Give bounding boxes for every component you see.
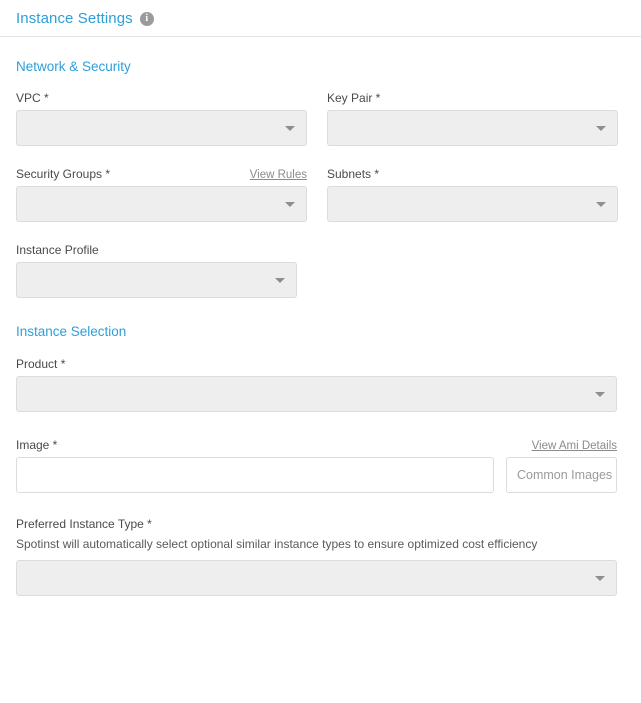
field-security-groups (16, 167, 307, 222)
chevron-down-icon (596, 126, 606, 131)
security-groups-select-value (17, 187, 306, 205)
security-groups-select[interactable] (16, 186, 307, 222)
chevron-down-icon (596, 202, 606, 207)
field-instance-profile (16, 243, 297, 298)
page-header (0, 0, 641, 37)
chevron-down-icon (595, 576, 605, 581)
view-rules-link[interactable]: View Rules (249, 169, 307, 181)
chevron-down-icon (285, 202, 295, 207)
preferred-instance-type-label: Preferred Instance Type * (16, 517, 152, 531)
section-title-selection: Instance Selection (16, 324, 127, 339)
info-icon[interactable]: i (140, 12, 154, 26)
security-groups-label-row (16, 167, 307, 186)
chevron-down-icon (595, 392, 605, 397)
instance-profile-select-value (17, 263, 296, 281)
preferred-instance-type-select[interactable] (16, 560, 617, 596)
key-pair-select[interactable] (327, 110, 618, 146)
row-securitygroups-subnets (16, 167, 625, 222)
subnets-select[interactable] (327, 186, 618, 222)
chevron-down-icon (275, 278, 285, 283)
field-product (16, 357, 625, 412)
common-images-button[interactable]: Common Images (506, 457, 617, 493)
chevron-down-icon (285, 126, 295, 131)
image-input[interactable] (16, 457, 494, 493)
page-title: Instance Settings (16, 10, 133, 27)
key-pair-select-value (328, 111, 617, 129)
instance-selection-section (0, 298, 641, 596)
preferred-instance-type-helper: Spotinst will automatically select optional similar instance types to ensure optimized cost efficiency (16, 537, 538, 551)
network-security-section (0, 37, 641, 298)
security-groups-label: Security Groups * (16, 167, 111, 181)
subnets-select-value (328, 187, 617, 205)
row-vpc-keypair (16, 91, 625, 146)
field-image (16, 438, 625, 493)
field-key-pair (327, 91, 618, 146)
field-preferred-instance-type (16, 517, 625, 596)
instance-profile-select[interactable] (16, 262, 297, 298)
view-ami-details-link[interactable]: View Ami Details (531, 440, 617, 452)
vpc-select-value (17, 111, 306, 129)
product-label: Product * (16, 357, 66, 371)
vpc-select[interactable] (16, 110, 307, 146)
preferred-instance-type-value (17, 561, 616, 579)
key-pair-label: Key Pair * (327, 91, 381, 105)
subnets-label: Subnets * (327, 167, 380, 181)
vpc-label: VPC * (16, 91, 49, 105)
image-label-row (16, 438, 617, 457)
instance-profile-label: Instance Profile (16, 243, 99, 257)
field-vpc (16, 91, 307, 146)
product-select[interactable] (16, 376, 617, 412)
product-select-value (17, 377, 616, 395)
image-input-row (16, 457, 617, 493)
image-label: Image * (16, 438, 58, 452)
field-subnets (327, 167, 618, 222)
section-title-network: Network & Security (16, 59, 131, 74)
